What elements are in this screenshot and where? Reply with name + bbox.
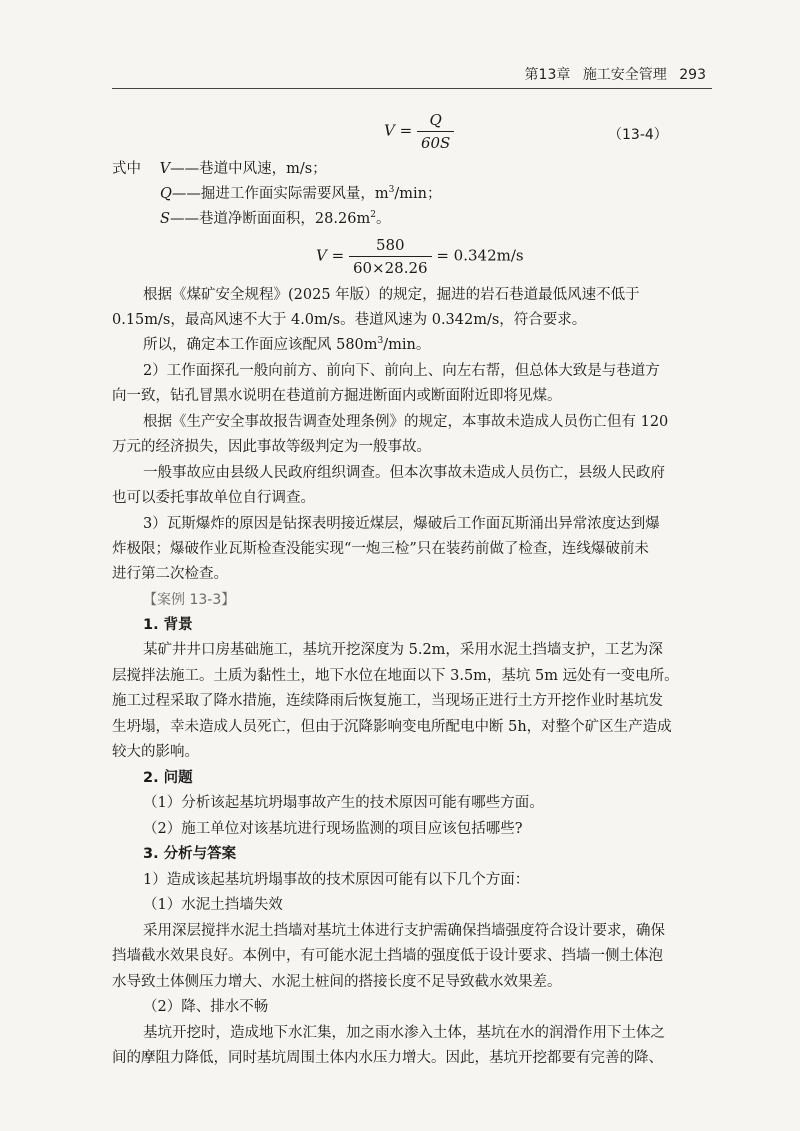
- paragraph-line: 某矿井井口房基础施工，基坑开挖深度为 5.2m，采用水泥土挡墙支护，工艺为深: [143, 642, 663, 658]
- paragraph-line: 挡墙截水效果良好。本例中，有可能水泥土挡墙的强度低于设计要求、挡墙一侧土体泡: [112, 948, 663, 964]
- paragraph-line: 水导致土体侧压力增大、水泥土桩间的搭接长度不足导致截水效果差。: [112, 974, 562, 990]
- symbol-v: V: [159, 161, 171, 177]
- paragraph-line: 根据《生产安全事故报告调查处理条例》的规定，本事故未造成人员伤亡但有 120: [143, 414, 669, 430]
- header-text: [517, 64, 706, 84]
- paragraph-line: 也可以委托事故单位自行调查。: [112, 490, 315, 506]
- section-heading-questions: 2. 问题: [143, 770, 193, 786]
- chapter-number: 第13章: [524, 67, 571, 83]
- superscript-2: 2: [370, 210, 376, 221]
- desc-v: ——巷道中风速，m/s；: [170, 161, 327, 177]
- formula-fraction: [417, 111, 454, 152]
- paragraph-line: 万元的经济损失，因此事故等级判定为一般事故。: [112, 439, 431, 455]
- page-number: 293: [679, 67, 706, 83]
- formula-calculation: [316, 236, 524, 277]
- paragraph-line: 较大的影响。: [112, 744, 199, 760]
- paragraph-line: [143, 335, 713, 355]
- definition-v: [112, 159, 712, 179]
- symbol-q: Q: [160, 186, 172, 202]
- formula-denominator: 60S: [420, 134, 451, 152]
- paragraph-line: 炸极限；爆破作业瓦斯检查没能实现“一炮三检”只在装药前做了检查，连线爆破前未: [112, 541, 649, 557]
- paragraph-line: 层搅拌法施工。土质为黏性土，地下水位在地面以下 3.5m，基坑 5m 远处有一变电所。: [112, 668, 679, 684]
- paragraph-line: 采用深层搅拌水泥土挡墙对基坑土体进行支护需确保挡墙强度符合设计要求，确保: [143, 923, 665, 939]
- calc-denominator: 60×28.26: [352, 259, 428, 277]
- question-2: （2）施工单位对该基坑进行现场监测的项目应该包括哪些?: [143, 821, 523, 837]
- desc-q: ——掘进工作面实际需要风量，m: [171, 186, 389, 202]
- paragraph-line: 向一致，钻孔冒黑水说明在巷道前方掘进断面内或断面附近即将见煤。: [112, 388, 562, 404]
- paragraph-line: 0.15m/s，最高风速不大于 4.0m/s。巷道风速为 0.342m/s，符合要求。: [112, 312, 587, 328]
- calc-result: = 0.342m/s: [436, 246, 524, 265]
- desc-s-tail: 。: [375, 211, 391, 227]
- chapter-title: 施工安全管理: [582, 67, 667, 83]
- case-label: 【案例 13-3】: [143, 592, 236, 608]
- paragraph-line: 进行第二次检查。: [112, 566, 228, 582]
- paragraph-line: 一般事故应由县级人民政府组织调查。但本次事故未造成人员伤亡，县级人民政府: [143, 465, 665, 481]
- text-span: 所以，确定本工作面应该配风 580m: [143, 337, 378, 353]
- subheading-1: （1）水泥土挡墙失效: [143, 897, 283, 913]
- symbol-s: S: [160, 211, 170, 227]
- formula-numerator: Q: [417, 111, 454, 132]
- paragraph-line: 1）造成该起基坑坍塌事故的技术原因可能有以下几个方面：: [143, 872, 530, 888]
- section-heading-analysis: 3. 分析与答案: [143, 846, 237, 862]
- formula-lhs: V =: [384, 121, 413, 140]
- definition-intro: 式中: [112, 161, 141, 177]
- subheading-2: （2）降、排水不畅: [143, 999, 269, 1015]
- paragraph-line: 基坑开挖时，造成地下水汇集，加之雨水渗入土体，基坑在水的润滑作用下土体之: [143, 1025, 665, 1041]
- definition-q: [160, 184, 710, 204]
- calc-fraction: [349, 236, 432, 277]
- paragraph-line: 2）工作面探孔一般向前方、前向下、前向上、向左右帮，但总体大致是与巷道方: [143, 363, 660, 379]
- calc-lhs: V =: [316, 246, 345, 265]
- calc-numerator: 580: [349, 236, 432, 257]
- desc-s: ——巷道净断面面积，28.26m: [169, 211, 371, 227]
- equation-number: （13-4）: [608, 127, 668, 143]
- question-1: （1）分析该起基坑坍塌事故产生的技术原因可能有哪些方面。: [143, 795, 544, 811]
- section-heading-background: 1. 背景: [143, 617, 193, 633]
- paragraph-line: 根据《煤矿安全规程》(2025 年版）的规定，掘进的岩石巷道最低风速不低于: [143, 287, 640, 303]
- definition-s: [160, 209, 710, 229]
- text-span: /min。: [383, 337, 431, 353]
- desc-q-tail: /min；: [394, 186, 442, 202]
- superscript-3: 3: [388, 185, 395, 196]
- running-header: [112, 58, 712, 89]
- paragraph-line: 施工过程采取了降水措施，连续降雨后恢复施工，当现场正进行土方开挖作业时基坑发: [112, 693, 663, 709]
- paragraph-line: 3）瓦斯爆炸的原因是钻探表明接近煤层，爆破后工作面瓦斯涌出异常浓度达到爆: [143, 516, 660, 532]
- superscript-3: 3: [377, 336, 384, 347]
- formula-13-4: [384, 111, 454, 152]
- paragraph-line: 间的摩阻力降低，同时基坑周围土体内水压力增大。因此，基坑开挖都要有完善的降、: [112, 1050, 663, 1066]
- paragraph-line: 生坍塌，幸未造成人员死亡，但由于沉降影响变电所配电中断 5h，对整个矿区生产造成: [112, 719, 672, 735]
